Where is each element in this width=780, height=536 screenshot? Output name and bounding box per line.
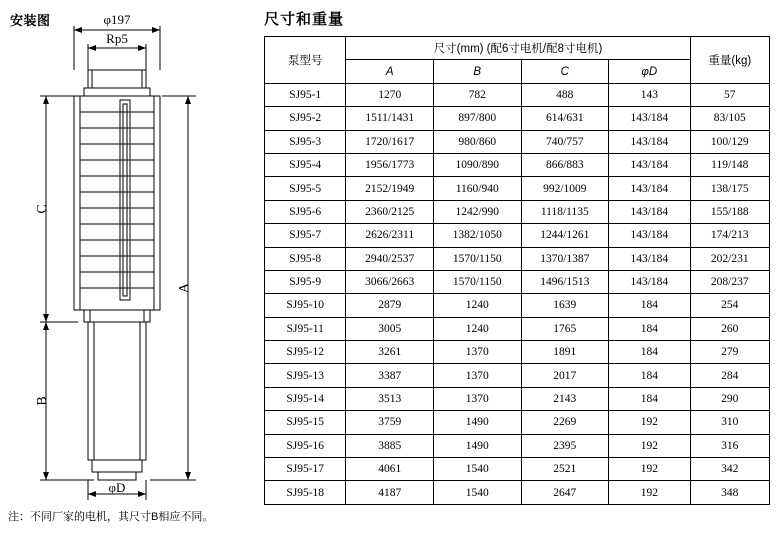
table-title: 尺寸和重量 [264, 11, 345, 28]
table-row [265, 153, 770, 176]
cell-model: SJ95-17 [265, 458, 346, 481]
table-row [265, 458, 770, 481]
cell-c: 614/631 [521, 107, 609, 130]
cell-a: 3513 [346, 387, 434, 410]
cell-weight: 155/188 [690, 200, 769, 223]
cell-a: 1270 [346, 83, 434, 106]
cell-a: 4061 [346, 458, 434, 481]
cell-model: SJ95-3 [265, 130, 346, 153]
cell-model: SJ95-10 [265, 294, 346, 317]
cell-model: SJ95-6 [265, 200, 346, 223]
cell-d: 143/184 [609, 153, 690, 176]
table-row [265, 364, 770, 387]
cell-d: 143/184 [609, 200, 690, 223]
cell-weight: 254 [690, 294, 769, 317]
cell-weight: 284 [690, 364, 769, 387]
table-row [265, 387, 770, 410]
cell-d: 143/184 [609, 130, 690, 153]
cell-c: 488 [521, 83, 609, 106]
cell-model: SJ95-14 [265, 387, 346, 410]
dimensions-table-panel [262, 0, 772, 536]
cell-weight: 348 [690, 481, 769, 504]
cell-a: 4187 [346, 481, 434, 504]
cell-model: SJ95-2 [265, 107, 346, 130]
table-header-row-1 [265, 37, 770, 60]
cell-d: 143/184 [609, 270, 690, 293]
pump-technical-drawing [0, 0, 252, 536]
installation-drawing-panel [0, 0, 252, 536]
cell-model: SJ95-15 [265, 411, 346, 434]
table-row [265, 317, 770, 340]
cell-a: 3261 [346, 341, 434, 364]
cell-b: 1370 [433, 364, 521, 387]
cell-model: SJ95-4 [265, 153, 346, 176]
cell-a: 2626/2311 [346, 224, 434, 247]
cell-model: SJ95-5 [265, 177, 346, 200]
table-row [265, 341, 770, 364]
cell-b: 1160/940 [433, 177, 521, 200]
cell-a: 1720/1617 [346, 130, 434, 153]
cell-weight: 260 [690, 317, 769, 340]
label-rp5: Rp5 [106, 31, 128, 46]
header-dim-phid: φD [609, 60, 690, 83]
cell-b: 1490 [433, 434, 521, 457]
table-row [265, 200, 770, 223]
cell-c: 2143 [521, 387, 609, 410]
cell-b: 1490 [433, 411, 521, 434]
cell-weight: 174/213 [690, 224, 769, 247]
cell-d: 184 [609, 294, 690, 317]
cell-a: 1956/1773 [346, 153, 434, 176]
dimensions-weight-table [264, 36, 770, 505]
drawing-note: 注：不同厂家的电机，其尺寸B相应不同。 [8, 511, 214, 523]
header-dim-c: C [521, 60, 609, 83]
cell-weight: 208/237 [690, 270, 769, 293]
cell-model: SJ95-7 [265, 224, 346, 247]
cell-model: SJ95-18 [265, 481, 346, 504]
cell-model: SJ95-16 [265, 434, 346, 457]
cell-d: 192 [609, 458, 690, 481]
label-phi197: φ197 [103, 12, 131, 27]
cell-d: 184 [609, 364, 690, 387]
cell-a: 1511/1431 [346, 107, 434, 130]
cell-b: 1090/890 [433, 153, 521, 176]
table-row [265, 434, 770, 457]
table-row [265, 177, 770, 200]
table-row [265, 481, 770, 504]
table-row [265, 247, 770, 270]
cell-c: 1118/1135 [521, 200, 609, 223]
table-row [265, 83, 770, 106]
cell-c: 740/757 [521, 130, 609, 153]
cell-d: 192 [609, 434, 690, 457]
cell-a: 3387 [346, 364, 434, 387]
table-body [265, 83, 770, 504]
label-phid: φD [108, 480, 126, 495]
cell-b: 782 [433, 83, 521, 106]
cell-d: 192 [609, 481, 690, 504]
cell-d: 184 [609, 387, 690, 410]
cell-model: SJ95-1 [265, 83, 346, 106]
cell-a: 3066/2663 [346, 270, 434, 293]
cell-b: 1240 [433, 294, 521, 317]
cell-weight: 290 [690, 387, 769, 410]
cell-c: 1496/1513 [521, 270, 609, 293]
cell-model: SJ95-13 [265, 364, 346, 387]
cell-a: 3885 [346, 434, 434, 457]
cell-b: 980/860 [433, 130, 521, 153]
cell-weight: 100/129 [690, 130, 769, 153]
cell-d: 143/184 [609, 177, 690, 200]
table-row [265, 294, 770, 317]
cell-model: SJ95-9 [265, 270, 346, 293]
cell-d: 143/184 [609, 247, 690, 270]
cell-c: 1765 [521, 317, 609, 340]
cell-b: 1570/1150 [433, 247, 521, 270]
header-dim-a: A [346, 60, 434, 83]
cell-model: SJ95-12 [265, 341, 346, 364]
cell-d: 184 [609, 317, 690, 340]
cell-c: 2395 [521, 434, 609, 457]
cell-b: 1382/1050 [433, 224, 521, 247]
cell-a: 2360/2125 [346, 200, 434, 223]
cell-b: 1242/990 [433, 200, 521, 223]
cell-weight: 138/175 [690, 177, 769, 200]
label-a: A [177, 282, 192, 294]
table-row [265, 224, 770, 247]
cell-d: 192 [609, 411, 690, 434]
cell-a: 3005 [346, 317, 434, 340]
header-dim-b: B [433, 60, 521, 83]
cell-weight: 316 [690, 434, 769, 457]
table-row [265, 411, 770, 434]
cell-b: 897/800 [433, 107, 521, 130]
label-b: B [35, 396, 50, 406]
cell-d: 143/184 [609, 107, 690, 130]
cell-c: 992/1009 [521, 177, 609, 200]
table-header [265, 37, 770, 84]
cell-d: 143/184 [609, 224, 690, 247]
cell-b: 1540 [433, 458, 521, 481]
table-row [265, 130, 770, 153]
cell-a: 2940/2537 [346, 247, 434, 270]
cell-a: 2879 [346, 294, 434, 317]
cell-b: 1540 [433, 481, 521, 504]
cell-c: 2647 [521, 481, 609, 504]
cell-b: 1370 [433, 341, 521, 364]
cell-c: 1639 [521, 294, 609, 317]
cell-weight: 83/105 [690, 107, 769, 130]
cell-weight: 57 [690, 83, 769, 106]
cell-weight: 119/148 [690, 153, 769, 176]
label-c: C [35, 204, 50, 214]
header-weight: 重量(kg) [690, 37, 769, 84]
cell-a: 2152/1949 [346, 177, 434, 200]
cell-weight: 279 [690, 341, 769, 364]
cell-d: 143 [609, 83, 690, 106]
cell-a: 3759 [346, 411, 434, 434]
drawing-title: 安装图 [10, 13, 51, 28]
cell-weight: 202/231 [690, 247, 769, 270]
cell-d: 184 [609, 341, 690, 364]
cell-b: 1370 [433, 387, 521, 410]
cell-b: 1240 [433, 317, 521, 340]
cell-c: 2017 [521, 364, 609, 387]
table-row [265, 270, 770, 293]
cell-b: 1570/1150 [433, 270, 521, 293]
cell-c: 2521 [521, 458, 609, 481]
cell-model: SJ95-8 [265, 247, 346, 270]
cell-c: 2269 [521, 411, 609, 434]
cell-weight: 342 [690, 458, 769, 481]
cell-c: 866/883 [521, 153, 609, 176]
header-model: 泵型号 [265, 37, 346, 84]
cell-c: 1891 [521, 341, 609, 364]
cell-weight: 310 [690, 411, 769, 434]
table-row [265, 107, 770, 130]
cell-model: SJ95-11 [265, 317, 346, 340]
cell-c: 1370/1387 [521, 247, 609, 270]
header-dimensions-group: 尺寸(mm) (配6寸电机/配8寸电机) [346, 37, 690, 60]
cell-c: 1244/1261 [521, 224, 609, 247]
